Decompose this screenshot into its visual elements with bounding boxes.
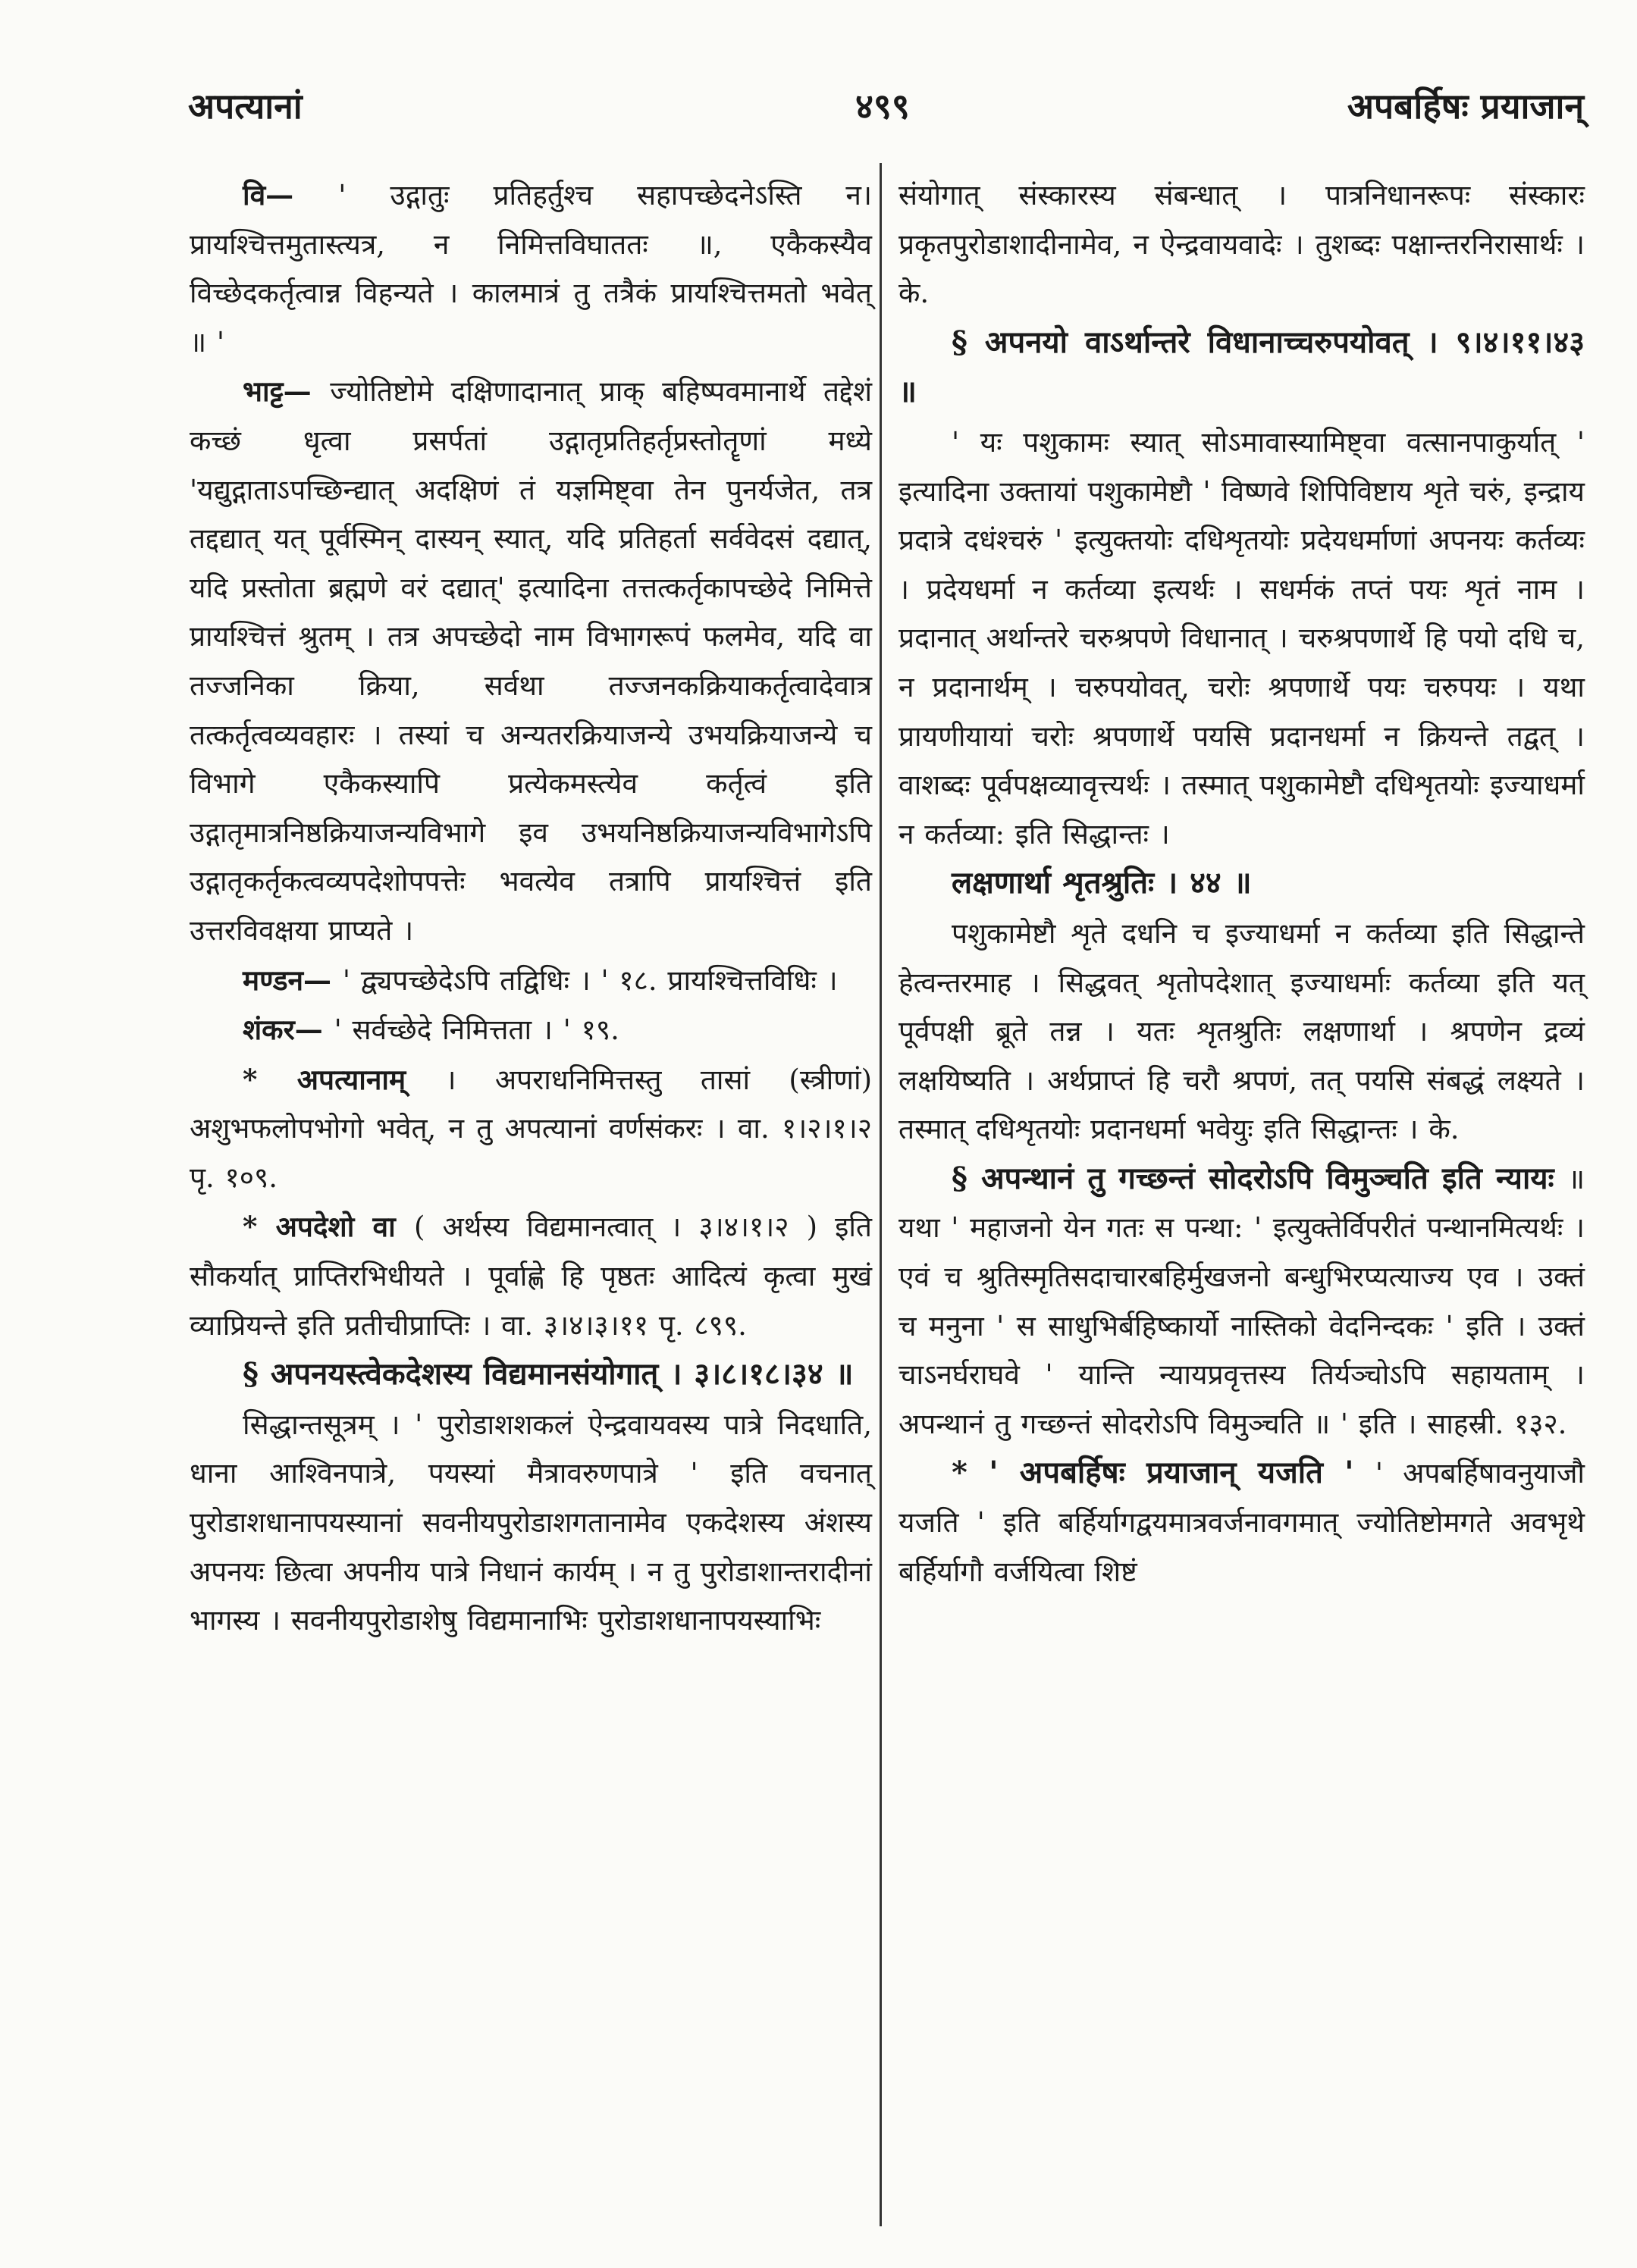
sutra-heading (898, 859, 1585, 909)
entry-lead: भाट्ट— (243, 374, 331, 409)
sutra-heading (190, 1350, 872, 1400)
entry-text: ॥ यथा ' महाजनो येन गतः स पन्था: ' इत्युक्तेर्विपरीतं पन्थानमित्यर्थः । एवं च श्रुतिस्मृतिसदाचारबहिर्मुखजनो बन्धुभिरप्यत्याज्य एव । उक्तं च मनुना ' स साधुभिर्बहिष्कार्यो नास्तिको वेदनिन्दकः ' इति । उक्तं चाऽनर्घराघवे ' यान्ति न्यायप्रवृत्तस्य तिर्यञ्चोऽपि सहायताम् । अपन्थानं तु गच्छन्तं सोदरोऽपि विमुञ्चति ॥ ' इति । साहस्री. १३२. (898, 1162, 1585, 1440)
entry-paragraph (190, 1400, 872, 1646)
entry-lead: * अपदेशो वा (243, 1210, 414, 1244)
sutra-text: § अपन्थानं तु गच्छन्तं सोदरोऽपि विमुञ्चति इति न्यायः (952, 1160, 1568, 1196)
sutra-text: लक्षणार्था शृतश्रुतिः । ४४ ॥ (952, 865, 1252, 901)
entry-text: ' सर्वच्छेदे निमित्तता । ' १९. (334, 1013, 619, 1047)
entry-paragraph (190, 1202, 872, 1350)
page-number: ४९९ (855, 86, 910, 127)
entry-lead: शंकर— (243, 1013, 334, 1047)
entry-text: ज्योतिष्टोमे दक्षिणादानात् प्राक् बहिष्पवमानार्थे तद्देशं कच्छं धृत्वा प्रसर्पतां उद्गातृप्रतिहर्तृप्रस्तोतॄणां मध्ये 'यद्युद्गाताऽपच्छिन्द्यात् अदक्षिणं तं यज्ञमिष्ट्वा तेन पुनर्यजेत, तत्र तद्दद्यात् यत् पूर्वस्मिन् दास्यन् स्यात्, यदि प्रतिहर्ता सर्ववेदसं दद्यात्, यदि प्रस्तोता ब्रह्मणे वरं दद्यात्' इत्यादिना तत्तत्कर्तृकापच्छेदे निमित्ते प्रायश्चित्तं श्रुतम् । तत्र अपच्छेदो नाम विभागरूपं फलमेव, यदि वा तज्जनिका क्रिया, सर्वथा तज्जनकक्रियाकर्तृत्वादेवात्र तत्कर्तृत्वव्यवहारः । तस्यां च अन्यतरक्रियाजन्ये उभयक्रियाजन्ये च विभागे एकैकस्यापि प्रत्येकमस्त्येव कर्तृत्वं इति उद्गातृमात्रनिष्ठक्रियाजन्यविभागे इव उभयनिष्ठक्रियाजन्यविभागेऽपि उद्गातृकर्तृकत्वव्यपदेशोपपत्तेः भवत्येव तत्रापि प्रायश्चित्तं इति उत्तरविवक्षया प्राप्यते । (190, 375, 873, 947)
entry-paragraph (190, 1055, 872, 1203)
column-divider (880, 163, 882, 2226)
entry-text: ' उद्गातुः प्रतिहर्तुश्च सहापच्छेदनेऽस्ति न। प्रायश्चित्तमुतास्त्यत्र, न निमित्तविघाततः ॥, एकैकस्यैव विच्छेदकर्तृत्वान्न विहन्यते । कालमात्रं तु तत्रैकं प्रायश्चित्तमतो भवेत् ॥ ' (190, 179, 872, 359)
entry-paragraph (898, 418, 1585, 859)
header-right-catchword: अपबर्हिषः प्रयाजान् (1347, 86, 1584, 127)
sutra-heading (898, 1154, 1585, 1449)
entry-text: । अपराधनिमित्तस्तु तासां (स्त्रीणां) अशुभफलोपभोगो भवेत्, न तु अपत्यानां वर्णसंकरः । वा. १।२।१।२ पृ. १०९. (190, 1063, 873, 1194)
entry-paragraph (190, 1005, 872, 1055)
entry-paragraph (898, 909, 1585, 1154)
sutra-heading (898, 318, 1585, 418)
entry-paragraph (190, 367, 872, 955)
entry-paragraph (898, 171, 1585, 318)
left-column (190, 171, 872, 1646)
entry-paragraph (190, 171, 872, 367)
entry-text: सिद्धान्तसूत्रम् । ' पुरोडाशशकलं ऐन्द्रवायवस्य पात्रे निदधाति, धाना आश्विनपात्रे, पयस्यां मैत्रावरुणपात्रे ' इति वचनात् पुरोडाशधानापयस्यानां सवनीयपुरोडाशगतानामेव एकदेशस्य अंशस्य अपनयः छित्वा अपनीय पात्रे निधानं कार्यम् । न तु पुरोडाशान्तरादीनां भागस्य । सवनीयपुरोडाशेषु विद्यमानाभिः पुरोडाशधानापयस्याभिः (190, 1408, 872, 1637)
entry-lead: * अपत्यानाम् (243, 1062, 446, 1096)
header-left-catchword: अपत्यानां (188, 86, 303, 127)
entry-text: ' द्व्यपच्छेदेऽपि तद्विधिः । ' १८. प्रायश्चित्तविधिः । (342, 963, 838, 997)
right-column (898, 171, 1585, 1596)
page-header (188, 76, 1584, 129)
entry-paragraph (190, 956, 872, 1006)
entry-text: ( अर्थस्य विद्यमानत्वात् । ३।४।१।२ ) इति सौकर्यात् प्राप्तिरभिधीयते । पूर्वाह्णे हि पृष्ठतः आदित्यं कृत्वा मुखं व्याप्रियन्ते इति प्रतीचीप्राप्तिः । वा. ३।४।३।११ पृ. ८९९. (190, 1211, 872, 1342)
entry-text: ' अपबर्हिषावनुयाजौ यजति ' इति बर्हिर्यागद्वयमात्रवर्जनावगमात् ज्योतिष्टोमगते अवभृथे बर्हिर्यागौ वर्जयित्वा शिष्टं (898, 1457, 1585, 1588)
entry-text: संयोगात् संस्कारस्य संबन्धात् । पात्रनिधानरूपः संस्कारः प्रकृतपुरोडाशादीनामेव, न ऐन्द्रवायवादेः । तुशब्दः पक्षान्तरनिरासार्थः । के. (898, 179, 1585, 310)
entry-lead: वि— (243, 178, 339, 211)
entry-lead: * ' अपबर्हिषः प्रयाजान् यजति ' (952, 1455, 1375, 1491)
entry-paragraph (898, 1449, 1585, 1596)
sutra-text: § अपनयो वाऽर्थान्तरे विधानाच्चरुपयोवत् । ९।४।११।४३ ॥ (898, 324, 1585, 410)
entry-lead: मण्डन— (243, 963, 343, 997)
entry-text: पशुकामेष्टौ शृते दधनि च इज्याधर्मा न कर्तव्या इति सिद्धान्ते हेत्वन्तरमाह । सिद्धवत् शृतोपदेशात् इज्याधर्माः कर्तव्या इति यत् पूर्वपक्षी ब्रूते तन्न । यतः शृतश्रुतिः लक्षणार्था । श्रपणेन द्रव्यं लक्षयिष्यति । अर्थप्राप्तं हि चरौ श्रपणं, तत् पयसि संबद्धं लक्ष्यते । तस्मात् दधिशृतयोः प्रदानधर्मा भवेयुः इति सिद्धान्तः । के. (898, 916, 1585, 1146)
entry-text: ' यः पशुकामः स्यात् सोऽमावास्यामिष्ट्वा वत्सानपाकुर्यात् ' इत्यादिना उक्तायां पशुकामेष्टौ ' विष्णवे शिपिविष्टाय शृते चरुं, इन्द्राय प्रदात्रे दधंश्चरुं ' इत्युक्तयोः दधिशृतयोः प्रदेयधर्माणां अपनयः कर्तव्यः । प्रदेयधर्मा न कर्तव्या इत्यर्थः । सधर्मकं तप्तं पयः शृतं नाम । प्रदानात् अर्थान्तरे चरुश्रपणे विधानात् । चरुश्रपणार्थे हि पयो दधि च, न प्रदानार्थम् । चरुपयोवत्, चरोः श्रपणार्थे पयः चरुपयः । यथा प्रायणीयायां चरोः श्रपणार्थे पयसि प्रदानधर्मा न क्रियन्ते तद्वत् । वाशब्दः पूर्वपक्षव्यावृत्त्यर्थः । तस्मात् पशुकामेष्टौ दधिशृतयोः इज्याधर्मा न कर्तव्या: इति सिद्धान्तः । (898, 425, 1585, 850)
sutra-text: § अपनयस्त्वेकदेशस्य विद्यमानसंयोगात् । ३।८।१८।३४ ॥ (243, 1356, 854, 1392)
